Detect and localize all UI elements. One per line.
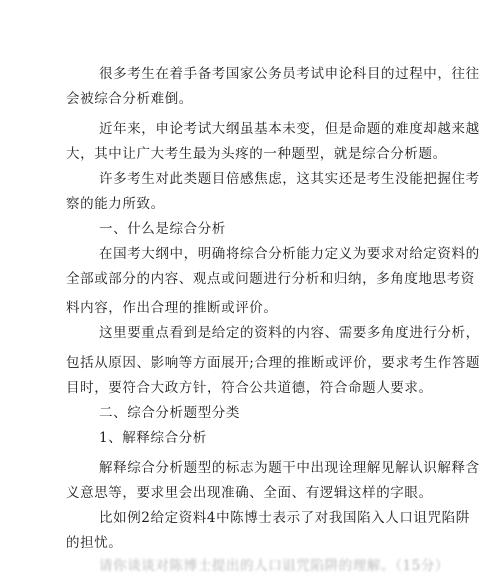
subsection-heading: 1、解释综合分析 xyxy=(99,430,207,446)
paragraph-line: 察的能力所致。 xyxy=(66,196,165,212)
paragraph-line: 解释综合分析题型的标志为题干中出现诠理解见解认识解释含 xyxy=(99,460,480,476)
paragraph-line: 在国考大纲中，明确将综合分析能力定义为要求对给定资料的 xyxy=(99,246,480,262)
paragraph-line: 很多考生在着手备考国家公务员考试申论科目的过程中，往往 xyxy=(99,66,480,82)
paragraph-line: 目时，要符合大政方针，符合公共道德，符合命题人要求。 xyxy=(66,380,433,396)
section-heading: 一、什么是综合分析 xyxy=(99,221,226,237)
paragraph-line: 会被综合分析难倒。 xyxy=(66,91,193,107)
paragraph-line: 大，其中让广大考生最为头疼的一种题型，就是综合分析题。 xyxy=(66,146,447,162)
section-heading: 二、综合分析题型分类 xyxy=(99,405,240,421)
paragraph-line: 比如例2给定资料4中陈博士表示了对我国陷入人口诅咒陷阱 xyxy=(99,510,470,526)
paragraph-line: 全部或部分的内容、观点或问题进行分析和归纳，多角度地思考资 xyxy=(66,271,475,287)
paragraph-line: 的担忧。 xyxy=(66,535,123,551)
paragraph-line: 许多考生对此类题目倍感焦虑，这其实还是考生没能把握住考 xyxy=(99,171,480,187)
paragraph-line: 近年来，申论考试大纲虽基本未变，但是命题的难度却越来越 xyxy=(99,121,480,137)
paragraph-line: 料内容，作出合理的推断或评价。 xyxy=(66,300,278,316)
paragraph-line: 包括从原因、影响等方面展开;合理的推断或评价，要求考生作答题 xyxy=(66,355,481,371)
paragraph-line: 义意思等，要求里会出现准确、全面、有逻辑这样的字眼。 xyxy=(66,485,433,501)
paragraph-line-cutoff: 请你谈谈对陈博士提出的人口诅咒陷阱的理解。（15分） xyxy=(99,558,450,574)
paragraph-line: 这里要重点看到是给定的资料的内容、需要多角度进行分析， xyxy=(99,325,480,341)
